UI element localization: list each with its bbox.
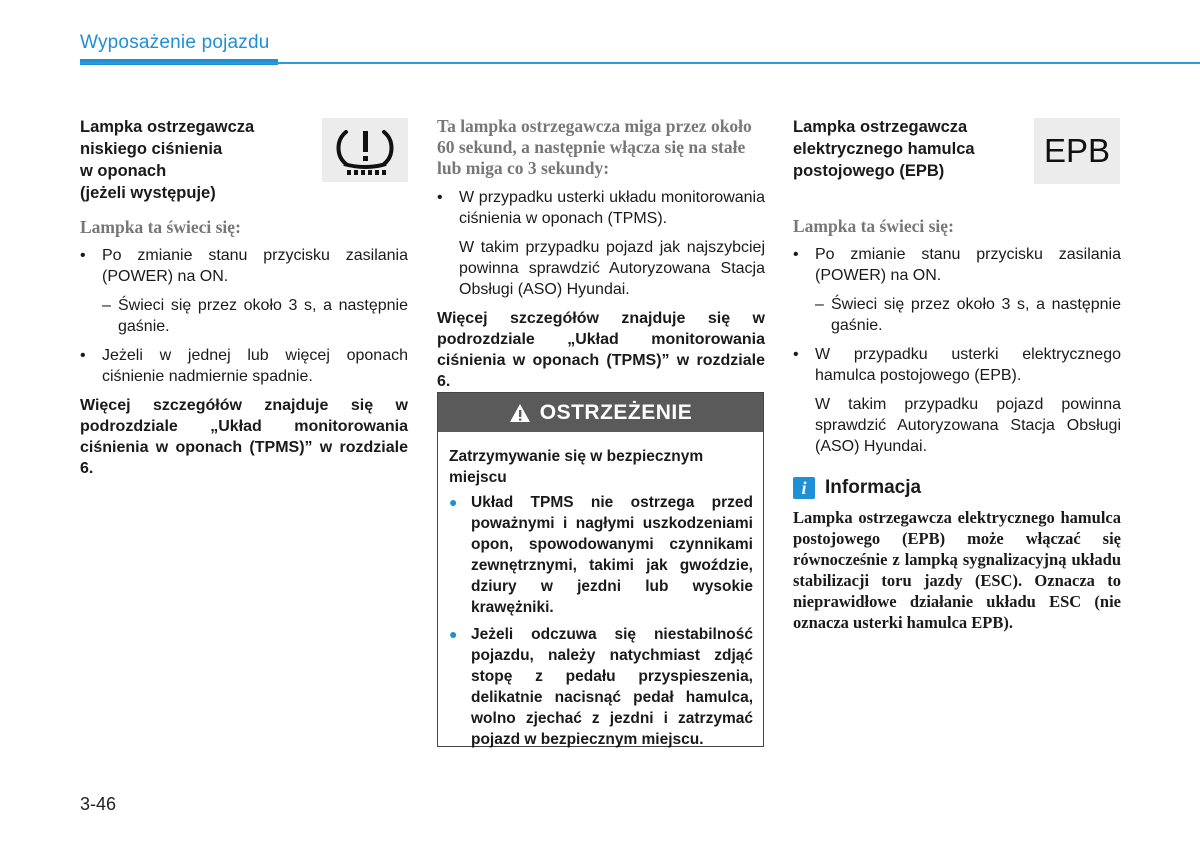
header-rule bbox=[80, 62, 1200, 64]
info-icon: i bbox=[793, 477, 815, 499]
heading-line: Lampka ostrzegawcza bbox=[80, 118, 255, 136]
warning-box bbox=[437, 392, 764, 747]
warning-item: ● Układ TPMS nie ostrzega przed poważnymi i nagłymi uszkodzeniami opon, spowodowanymi czynnikami zewnętrznymi, takimi jak gwoździe, dziury w jezdni lub wysokie krawężniki. bbox=[449, 494, 753, 616]
list-item: • Po zmianie stanu przycisku zasilania (POWER) na ON. bbox=[793, 246, 1121, 284]
info-title: Informacja bbox=[825, 477, 922, 498]
heading-line: postojowego (EPB) bbox=[793, 162, 945, 180]
page-number: 3-46 bbox=[80, 794, 117, 814]
warning-header bbox=[438, 393, 763, 432]
list-item: • Jeżeli w jednej lub więcej oponach ciśnienie nadmiernie spadnie. bbox=[80, 347, 408, 385]
column-tpms bbox=[80, 116, 408, 479]
list-item: • W przypadku usterki elektrycznego hamulca postojowego (EPB). bbox=[793, 346, 1121, 384]
list-item: • W przypadku usterki układu monitorowania ciśnienia w oponach (TPMS). bbox=[437, 189, 765, 227]
info-heading bbox=[793, 477, 1121, 499]
epb-icon: EPB bbox=[1034, 118, 1120, 184]
warning-item: ● Jeżeli odczuwa się niestabilność pojazdu, należy natychmiast zdjąć stopę z pedału przyspieszenia, delikatnie nacisnąć pedał hamulca, wolno zjechać z jezdni i zatrzymać pojazd w bezpiecznym miejscu. bbox=[449, 626, 753, 748]
list-item: • Po zmianie stanu przycisku zasilania (POWER) na ON. bbox=[80, 247, 408, 285]
column-tpms-blink bbox=[437, 116, 765, 392]
tpms-subheading: Lampka ta świeci się: bbox=[80, 217, 241, 237]
heading-line: (jeżeli występuje) bbox=[80, 184, 216, 202]
warning-title: OSTRZEŻENIE bbox=[539, 400, 693, 424]
epb-heading bbox=[793, 116, 1023, 182]
more-info-reference: Więcej szczegółów znajduje się w podrozdziale „Układ monitorowania ciśnienia w oponach (TPMS)” w rozdziale 6. bbox=[437, 310, 765, 390]
column-epb bbox=[793, 116, 1121, 633]
list-item-note: W takim przypadku pojazd powinna sprawdzić Autoryzowana Stacja Obsługi (ASO) Hyundai. bbox=[815, 396, 1121, 455]
list-subitem: – Świeci się przez około 3 s, a następnie gaśnie. bbox=[815, 296, 1121, 334]
warning-subtitle: Zatrzymywanie się w bezpiecznym miejscu bbox=[449, 448, 704, 486]
heading-line: elektrycznego hamulca bbox=[793, 140, 975, 158]
list-subitem: – Świeci się przez około 3 s, a następnie gaśnie. bbox=[102, 297, 408, 335]
info-text: Lampka ostrzegawcza elektrycznego hamulca postojowego (EPB) może włączać się równocześnie z lampką sygnalizacyjną układu stabilizacji toru jazdy (ESC). Oznacza to nieprawidłowe działanie układu ESC (nie oznacza usterki hamulca EPB). bbox=[793, 508, 1121, 632]
list-item-note: W takim przypadku pojazd jak najszybciej powinna sprawdzić Autoryzowana Stacja Obsługi (ASO) Hyundai. bbox=[459, 239, 765, 298]
header-section-title: Wyposażenie pojazdu bbox=[80, 32, 270, 53]
heading-line: Lampka ostrzegawcza bbox=[793, 118, 968, 136]
blink-intro: Ta lampka ostrzegawcza miga przez około 60 sekund, a następnie włącza się na stałe lub miga co 3 sekundy: bbox=[437, 116, 752, 178]
heading-line: w oponach bbox=[80, 162, 167, 180]
warning-triangle-icon bbox=[509, 403, 531, 423]
tpms-heading bbox=[80, 116, 320, 204]
heading-line: niskiego ciśnienia bbox=[80, 140, 223, 158]
epb-subheading: Lampka ta świeci się: bbox=[793, 216, 954, 236]
more-info-reference: Więcej szczegółów znajduje się w podrozdziale „Układ monitorowania ciśnienia w oponach (TPMS)” w rozdziale 6. bbox=[80, 397, 408, 477]
